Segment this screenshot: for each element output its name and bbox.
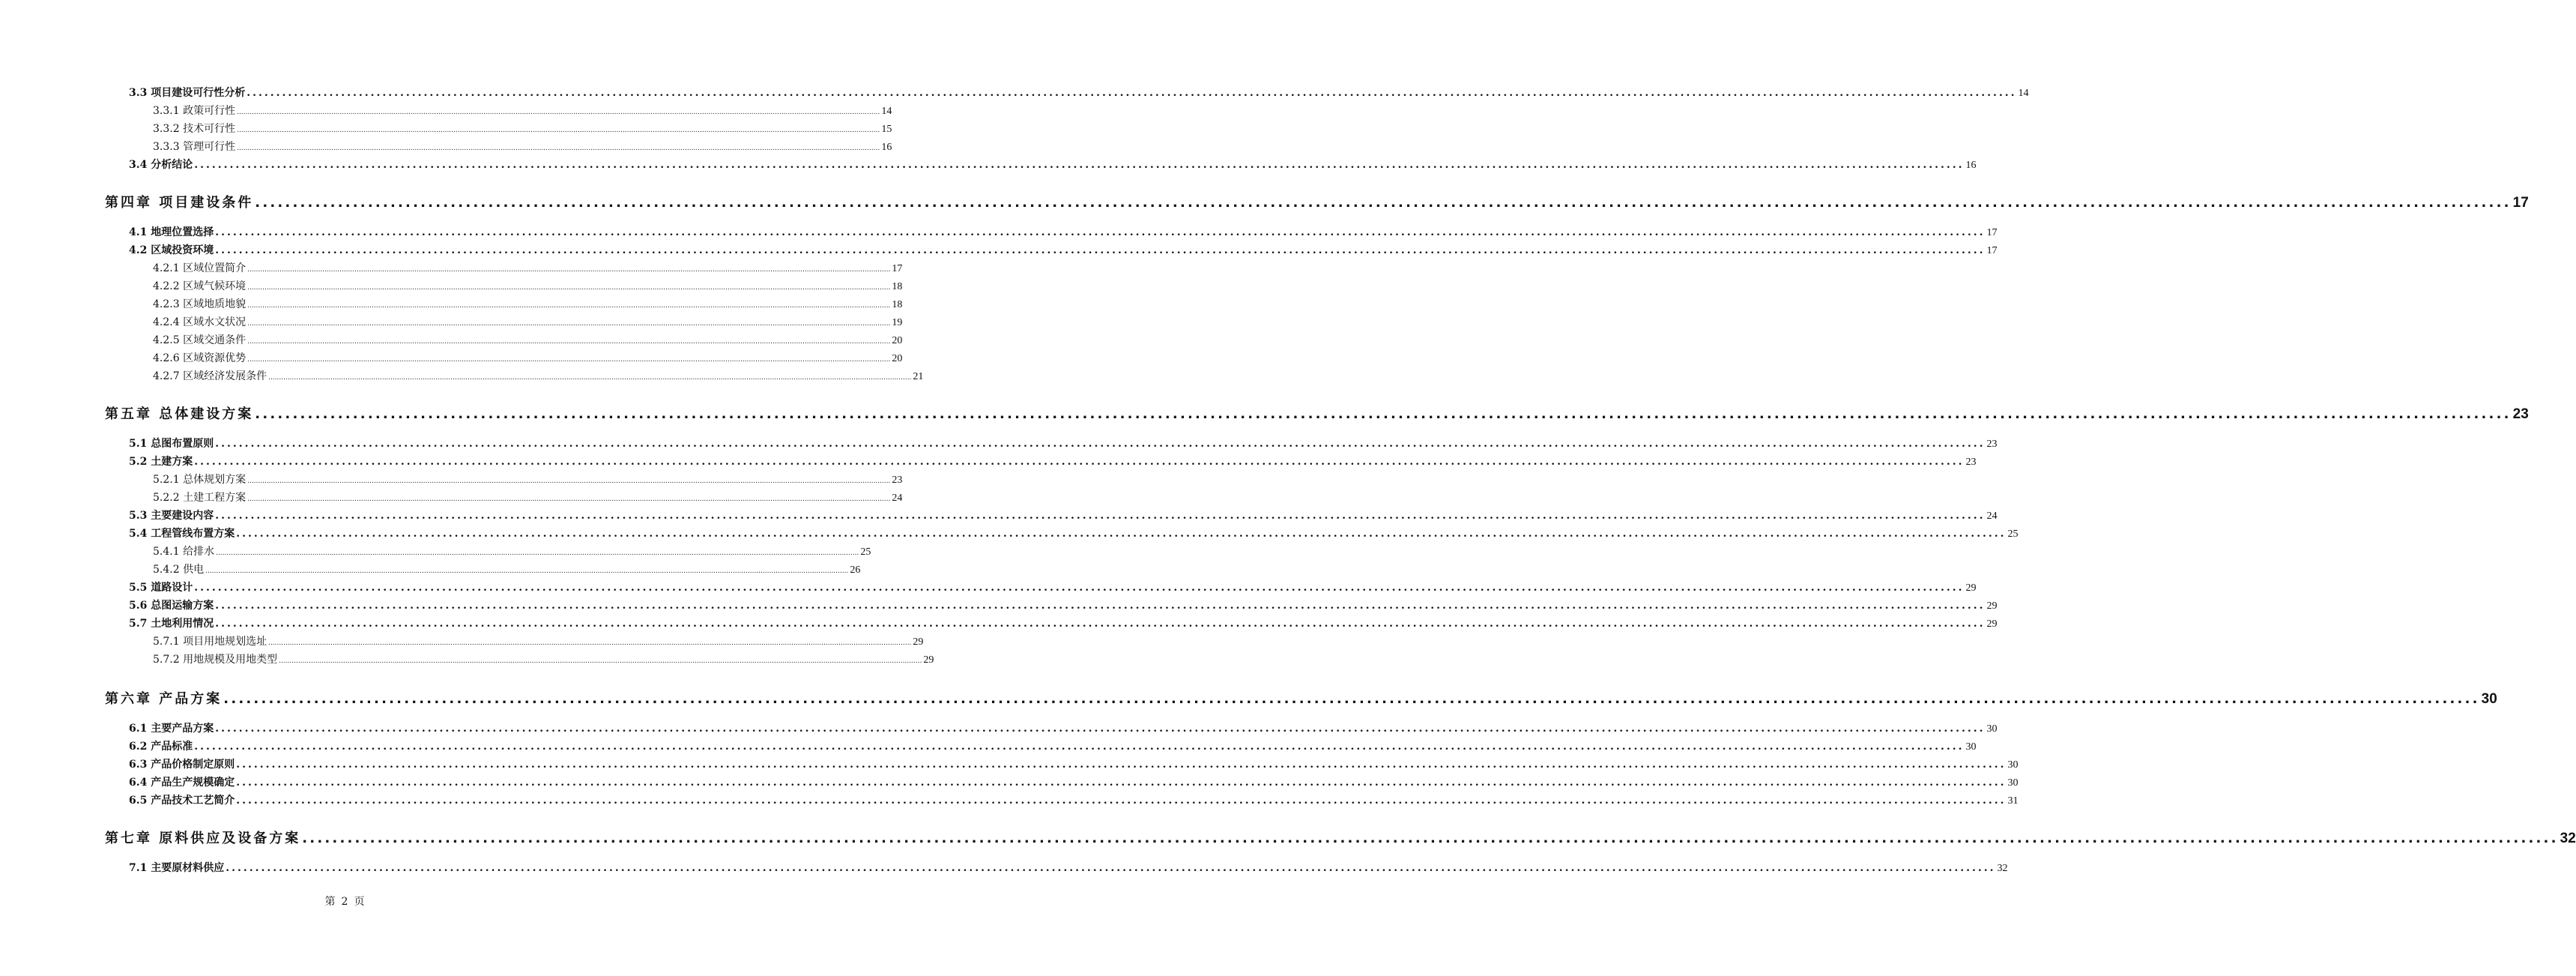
toc-entry-page-number: 23 (1965, 457, 1977, 468)
toc-entry-label: 5.5 道路设计 (129, 582, 193, 594)
toc-entry-page-number: 16 (881, 142, 892, 153)
toc-entry-page-number: 17 (892, 263, 903, 274)
toc-entry-page-number: 25 (2007, 528, 2019, 540)
toc-entry-label: 4.2.5 区域交通条件 (153, 334, 247, 346)
toc-entry-label: 6.4 产品生产规模确定 (129, 777, 235, 789)
toc-entry-section[interactable] (129, 579, 1977, 596)
toc-entry-label: 6.5 产品技术工艺简介 (129, 795, 235, 807)
toc-entry-page-number: 21 (913, 371, 924, 382)
toc-entry-sub[interactable] (153, 332, 903, 349)
toc-entry-section[interactable] (129, 720, 1998, 737)
toc-entry-label: 4.2 区域投资环境 (129, 244, 214, 256)
toc-dot-leader: ............................................................................................................................................................................................................................................................................................................ (215, 600, 1986, 612)
toc-entry-sub[interactable] (153, 103, 892, 119)
toc-entry-section[interactable] (129, 454, 1977, 470)
toc-entry-page-number: 24 (892, 492, 903, 504)
toc-dot-leader: ............................................................................................................................................................................................................................................................................................................ (194, 582, 1965, 594)
toc-entry-label: 第五章 总体建设方案 (105, 406, 254, 422)
toc-entry-sub[interactable] (153, 139, 892, 155)
toc-entry-page-number: 18 (892, 299, 903, 310)
toc-dot-leader: ............................................................................................................................................................................................................................................................................................................ (236, 795, 2007, 807)
toc-entry-label: 第七章 原料供应及设备方案 (105, 831, 301, 846)
toc-entry-label: 4.2.1 区域位置简介 (153, 262, 247, 274)
toc-entry-section[interactable] (129, 242, 1998, 259)
footer-page-number: 2 (341, 896, 348, 908)
toc-dot-leader: ............................................................................................................................................................................................................................................................................................................ (247, 356, 891, 364)
toc-entry-section[interactable] (129, 774, 2019, 791)
toc-dot-leader: ............................................................................................................................................................................................................................................................................................................ (226, 862, 1996, 874)
toc-entry-label: 5.7.1 项目用地规划选址 (153, 636, 267, 648)
toc-entry-label: 5.4.2 供电 (153, 564, 205, 576)
toc-dot-leader: ............................................................................................................................................................................................................................................................................................................ (279, 657, 922, 665)
toc-dot-leader: ............................................................................................................................................................................................................................................................................................................ (215, 244, 1986, 256)
page-footer (0, 894, 689, 909)
toc-entry-sub[interactable] (153, 651, 934, 668)
toc-dot-leader: ............................................................................................................................................................................................................................................................................................................ (268, 374, 912, 382)
toc-entry-page-number: 20 (892, 353, 903, 364)
toc-dot-leader: ............................................................................................................................................................................................................................................................................................................ (194, 741, 1965, 753)
toc-entry-section[interactable] (129, 792, 2019, 809)
toc-entry-label: 4.1 地理位置选择 (129, 226, 214, 238)
toc-dot-leader: ............................................................................................................................................................................................................................................................................................................ (236, 759, 2007, 771)
toc-entry-section[interactable] (129, 85, 2029, 101)
toc-entry-page-number: 29 (1986, 600, 1998, 612)
toc-entry-sub[interactable] (153, 314, 903, 331)
toc-entry-label: 3.4 分析结论 (129, 159, 193, 171)
toc-dot-leader: ............................................................................................................................................................................................................................................................................................................ (205, 567, 849, 575)
toc-dot-leader: ............................................................................................................................................................................................................................................................................................................ (215, 618, 1986, 630)
toc-dot-leader: ............................................................................................................................................................................................................................................................................................................ (247, 478, 891, 485)
toc-entry-sub[interactable] (153, 260, 903, 277)
toc-entry-section[interactable] (129, 738, 1977, 755)
toc-entry-page-number: 16 (1965, 160, 1977, 171)
toc-dot-leader: ............................................................................................................................................................................................................................................................................................................ (268, 639, 912, 647)
toc-entry-label: 6.2 产品标准 (129, 741, 193, 753)
toc-dot-leader: ............................................................................................................................................................................................................................................................................................................ (247, 87, 2017, 99)
toc-entry-sub[interactable] (153, 296, 903, 313)
footer-prefix: 第 (324, 896, 336, 908)
toc-entry-section[interactable] (129, 507, 1998, 524)
toc-entry-section[interactable] (129, 224, 1998, 241)
toc-dot-leader: ............................................................................................................................................................................................................................................................................................................ (237, 127, 880, 134)
toc-entry-page-number: 17 (2512, 195, 2529, 211)
toc-entry-page-number: 31 (2007, 795, 2019, 807)
toc-entry-page-number: 24 (1986, 510, 1998, 522)
toc-dot-leader: ............................................................................................................................................................................................................................................................................................................ (247, 266, 891, 274)
toc-entry-label: 3.3.1 政策可行性 (153, 105, 236, 117)
toc-entry-label: 5.7.2 用地规模及用地类型 (153, 654, 278, 666)
toc-entry-section[interactable] (129, 860, 2008, 876)
toc-entry-sub[interactable] (153, 350, 903, 367)
toc-entry-page-number: 29 (923, 654, 934, 666)
toc-entry-page-number: 17 (1986, 227, 1998, 238)
toc-entry-sub[interactable] (153, 543, 871, 560)
toc-entry-label: 5.1 总图布置原则 (129, 438, 214, 450)
toc-entry-label: 第六章 产品方案 (105, 691, 223, 707)
toc-entry-label: 6.3 产品价格制定原则 (129, 759, 235, 771)
toc-entry-label: 4.2.7 区域经济发展条件 (153, 370, 267, 382)
toc-entry-page-number: 23 (2512, 406, 2529, 422)
toc-entry-page-number: 30 (2481, 691, 2497, 707)
toc-entry-label: 5.6 总图运输方案 (129, 600, 214, 612)
toc-entry-label: 4.2.6 区域资源优势 (153, 352, 247, 364)
toc-entry-chapter[interactable] (105, 192, 2529, 213)
toc-dot-leader: ............................................................................................................................................................................................................................................................................................................ (237, 109, 880, 116)
toc-dot-leader: ............................................................................................................................................................................................................................................................................................................ (247, 320, 891, 328)
toc-entry-label: 3.3.2 技术可行性 (153, 123, 236, 135)
toc-dot-leader: ............................................................................................................................................................................................................................................................................................................ (236, 777, 2007, 789)
toc-entry-page-number: 25 (860, 546, 871, 558)
toc-entry-page-number: 30 (1965, 741, 1977, 753)
toc-entry-label: 4.2.4 区域水文状况 (153, 316, 247, 328)
toc-entry-section[interactable] (129, 597, 1998, 614)
toc-entry-label: 6.1 主要产品方案 (129, 723, 214, 735)
toc-entry-section[interactable] (129, 756, 2019, 773)
toc-entry-sub[interactable] (153, 633, 924, 650)
toc-entry-section[interactable] (129, 436, 1998, 452)
toc-entry-label: 4.2.3 区域地质地貌 (153, 298, 247, 310)
toc-dot-leader: ............................................................................................................................................................................................................................................................................................................ (215, 438, 1986, 450)
toc-dot-leader: ............................................................................................................................................................................................................................................................................................................ (215, 723, 1986, 735)
toc-entry-chapter[interactable] (105, 403, 2529, 424)
toc-entry-label: 4.2.2 区域气候环境 (153, 280, 247, 292)
toc-entry-sub[interactable] (153, 278, 903, 295)
toc-entry-sub[interactable] (153, 472, 903, 488)
toc-entry-label: 5.2.2 土建工程方案 (153, 492, 247, 504)
toc-entry-page-number: 17 (1986, 245, 1998, 256)
toc-entry-page-number: 15 (881, 124, 892, 135)
toc-dot-leader: ............................................................................................................................................................................................................................................................................................................ (216, 549, 859, 557)
toc-entry-page-number: 32 (2560, 831, 2576, 846)
toc-entry-label: 5.4.1 给排水 (153, 546, 215, 558)
toc-entry-label: 第四章 项目建设条件 (105, 195, 254, 211)
footer-suffix: 页 (354, 896, 365, 908)
toc-entry-label: 3.3 项目建设可行性分析 (129, 87, 246, 99)
toc-dot-leader: ............................................................................................................................................................................................................................................................................................................ (215, 226, 1986, 238)
toc-dot-leader: ............................................................................................................................................................................................................................................................................................................ (194, 456, 1965, 468)
toc-entry-page-number: 29 (913, 636, 924, 648)
toc-entry-page-number: 29 (1965, 582, 1977, 594)
toc-entry-page-number: 14 (881, 106, 892, 117)
toc-entry-label: 5.4 工程管线布置方案 (129, 528, 235, 540)
toc-entry-page-number: 23 (1986, 439, 1998, 450)
toc-entry-label: 5.3 主要建设内容 (129, 510, 214, 522)
toc-entry-label: 5.7 土地利用情况 (129, 618, 214, 630)
toc-entry-page-number: 30 (1986, 723, 1998, 735)
toc-entry-sub[interactable] (153, 368, 924, 385)
toc-dot-leader: ............................................................................................................................................................................................................................................................................................................ (247, 495, 891, 503)
toc-entry-page-number: 32 (1997, 863, 2008, 874)
toc-dot-leader: ............................................................................................................................................................................................................................................................................................................ (236, 528, 2007, 540)
toc-dot-leader: ............................................................................................................................................................................................................................................................................................................ (194, 159, 1965, 171)
toc-dot-leader: ............................................................................................................................................................................................................................................................................................................ (255, 406, 2512, 422)
toc-entry-label: 3.3.3 管理可行性 (153, 141, 236, 153)
toc-dot-leader: ............................................................................................................................................................................................................................................................................................................ (302, 831, 2559, 846)
toc-entry-sub[interactable] (153, 121, 892, 137)
toc-dot-leader: ............................................................................................................................................................................................................................................................................................................ (247, 284, 891, 292)
toc-entry-sub[interactable] (153, 561, 861, 578)
toc-entry-section[interactable] (129, 615, 1998, 632)
toc-dot-leader: ............................................................................................................................................................................................................................................................................................................ (255, 195, 2512, 211)
toc-dot-leader: ............................................................................................................................................................................................................................................................................................................ (215, 510, 1986, 522)
toc-entry-label: 7.1 主要原材料供应 (129, 862, 225, 874)
toc-entry-chapter[interactable] (105, 828, 2576, 849)
toc-dot-leader: ............................................................................................................................................................................................................................................................................................................ (247, 302, 891, 310)
toc-entry-page-number: 29 (1986, 618, 1998, 630)
toc-entry-page-number: 19 (892, 317, 903, 328)
toc-entry-page-number: 18 (892, 281, 903, 292)
toc-entry-page-number: 26 (850, 564, 861, 576)
toc-entry-sub[interactable] (153, 489, 903, 506)
toc-dot-leader: ............................................................................................................................................................................................................................................................................................................ (223, 691, 2480, 707)
toc-entry-page-number: 30 (2007, 759, 2019, 771)
toc-entry-page-number: 20 (892, 335, 903, 346)
toc-entry-label: 5.2.1 总体规划方案 (153, 474, 247, 486)
toc-entry-chapter[interactable] (105, 688, 2497, 709)
toc-dot-leader: ............................................................................................................................................................................................................................................................................................................ (237, 145, 880, 152)
toc-entry-page-number: 30 (2007, 777, 2019, 789)
toc-entry-section[interactable] (129, 157, 1977, 173)
toc-entry-section[interactable] (129, 525, 2019, 542)
toc-dot-leader: ............................................................................................................................................................................................................................................................................................................ (247, 338, 891, 346)
toc-entry-page-number: 14 (2018, 88, 2029, 99)
toc-entry-label: 5.2 土建方案 (129, 456, 193, 468)
toc-entry-page-number: 23 (892, 475, 903, 486)
